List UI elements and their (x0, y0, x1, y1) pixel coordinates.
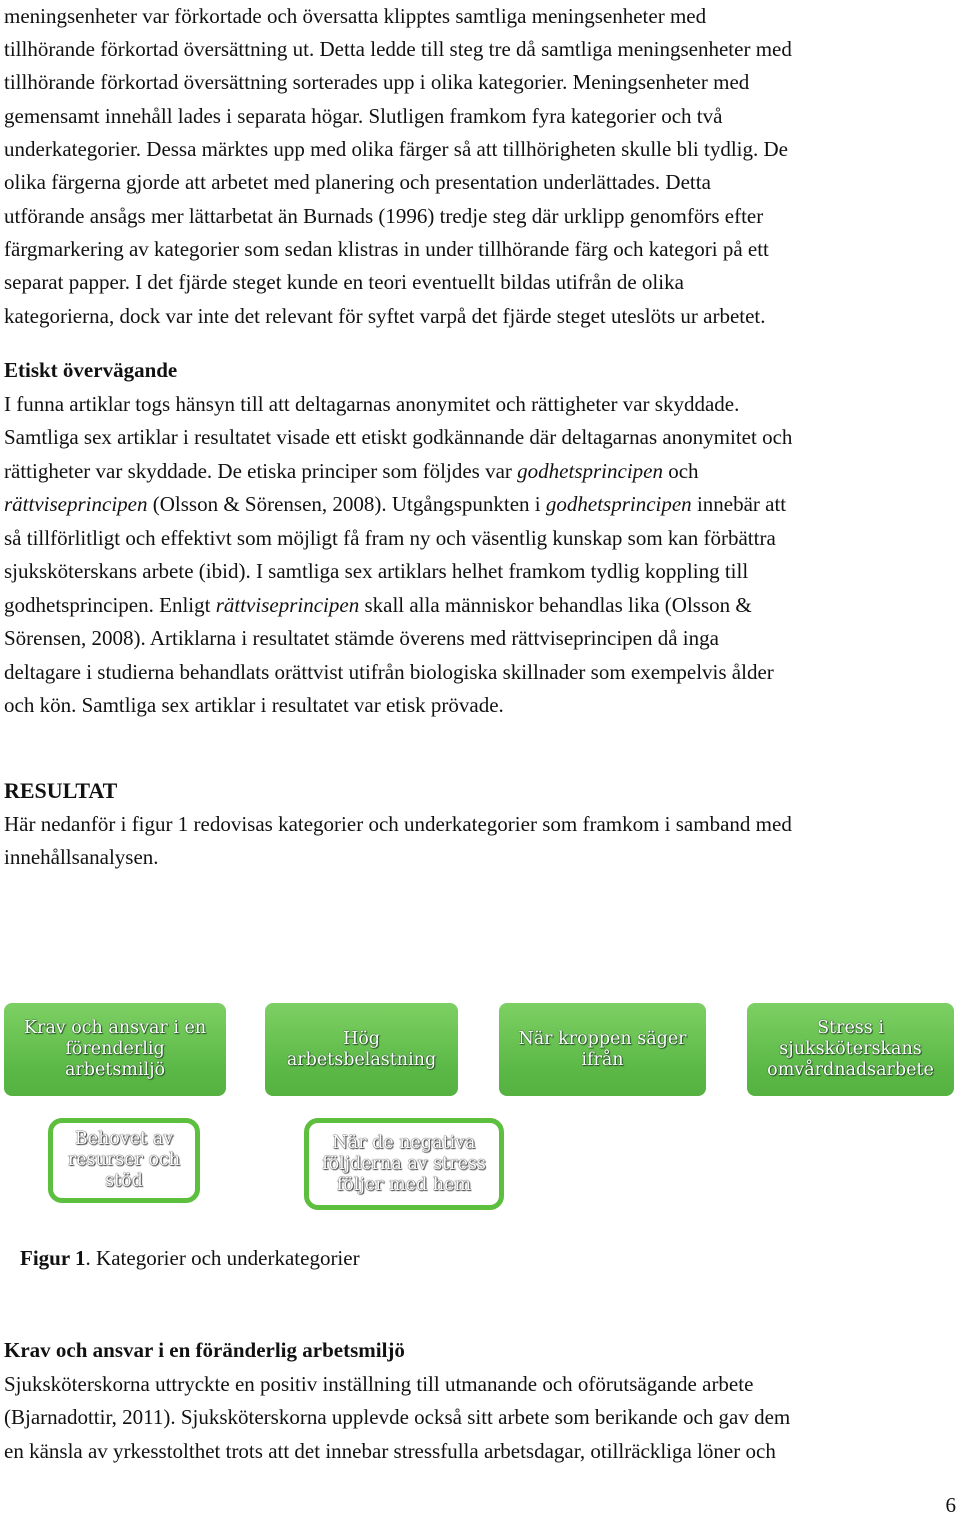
text-run: godhetsprincipen. Enligt (4, 593, 216, 617)
italic-term: godhetsprincipen (545, 492, 692, 516)
text-line: deltagare i studierna behandlats orättvist utifrån biologiska skillnader som exempelvis ålder (4, 660, 774, 684)
text-line: separat papper. I det fjärde steget kunde en teori eventuellt bildas utifrån de olika (4, 270, 684, 294)
text-line (4, 589, 958, 623)
text-line: färgmarkering av kategorier som sedan klistras in under tillhörande färg och kategori på ett (4, 237, 769, 261)
text-line: innehållsanalysen. (4, 845, 159, 869)
text-run: (Olsson & Sörensen, 2008). Utgångspunkten i (147, 492, 546, 516)
text-line: och kön. Samtliga sex artiklar i resultatet var etisk prövade. (4, 693, 504, 717)
text-line: (Bjarnadottir, 2011). Sjuksköterskorna upplevde också sitt arbete som berikande och gav dem (4, 1405, 791, 1429)
text-line: Sörensen, 2008). Artiklarna i resultatet stämde överens med rättviseprincipen då inga (4, 626, 719, 650)
text-line: gemensamt innehåll lades i separata högar. Slutligen framkom fyra kategorier och två (4, 104, 723, 128)
text-line: så tillförlitligt och effektivt som möjligt få fram ny och väsentlig kunskap som kan förbättra (4, 526, 776, 550)
section-heading-result: RESULTAT (4, 778, 118, 803)
text-line: Sjuksköterskorna uttryckte en positiv inställning till utmanande och oförutsägande arbete (4, 1372, 754, 1396)
text-line: Här nedanför i figur 1 redovisas kategorier och underkategorier som framkom i samband med (4, 812, 792, 836)
section-heading-demands: Krav och ansvar i en föränderlig arbetsmiljö (4, 1338, 405, 1362)
text-run: skall alla människor behandlas lika (Olsson & (359, 593, 752, 617)
text-line: tillhörande förkortad översättning ut. Detta ledde till steg tre då samtliga meningsenheter med (4, 37, 792, 61)
italic-term: godhetsprincipen (517, 459, 663, 483)
text-line: utförande ansågs mer lättarbetat än Burnads (1996) tredje steg där urklipp genomförs efter (4, 204, 764, 228)
section-heading-ethics: Etiskt övervägande (4, 358, 178, 382)
category-box: När kroppen säger ifrån (499, 1003, 706, 1096)
text-line (4, 455, 958, 489)
caption-text: . Kategorier och underkategorier (85, 1246, 360, 1270)
text-run: rättigheter var skyddade. De etiska principer som följdes var (4, 459, 518, 483)
text-line: sjuksköterskans arbete (ibid). I samtliga sex artiklars helhet framkom tydlig koppling till (4, 559, 749, 583)
text-line: en känsla av yrkesstolthet trots att det innebar stressfulla arbetsdagar, otillräckliga löner och (4, 1439, 776, 1463)
text-line: I funna artiklar togs hänsyn till att deltagarnas anonymitet och rättigheter var skyddade. (4, 392, 740, 416)
italic-term: rättviseprincipen (215, 593, 360, 617)
text-line: meningsenheter var förkortade och översatta klipptes samtliga meningsenheter med (4, 4, 707, 28)
text-run: och (662, 459, 699, 483)
text-line (4, 488, 958, 522)
subcategory-box: Behovet av resurser och stöd (48, 1118, 200, 1203)
caption-label: Figur 1 (20, 1246, 86, 1270)
text-run: innebär att (691, 492, 787, 516)
subcategory-box: När de negativa följderna av stress följer med hem (304, 1118, 504, 1210)
text-line: olika färgerna gjorde att arbetet med planering och presentation underlättades. Detta (4, 170, 711, 194)
category-box: Stress i sjuksköterskans omvårdnadsarbete (747, 1003, 954, 1096)
category-box: Krav och ansvar i en förenderlig arbetsmiljö (4, 1003, 226, 1096)
text-line: tillhörande förkortad översättning sorterades upp i olika kategorier. Meningsenheter med (4, 70, 750, 94)
text-line: Samtliga sex artiklar i resultatet visade ett etiskt godkännande där deltagarnas anonymitet och (4, 425, 793, 449)
page-number: 6 (945, 1493, 956, 1517)
italic-term: rättviseprincipen (4, 492, 148, 516)
category-box: Hög arbetsbelastning (265, 1003, 458, 1096)
text-line: kategorierna, dock var inte det relevant för syftet varpå det fjärde steget uteslöts ur arbetet. (4, 304, 766, 328)
figure-caption (20, 1242, 360, 1276)
text-line: underkategorier. Dessa märktes upp med olika färger så att tillhörigheten skulle bli tydlig. De (4, 137, 788, 161)
